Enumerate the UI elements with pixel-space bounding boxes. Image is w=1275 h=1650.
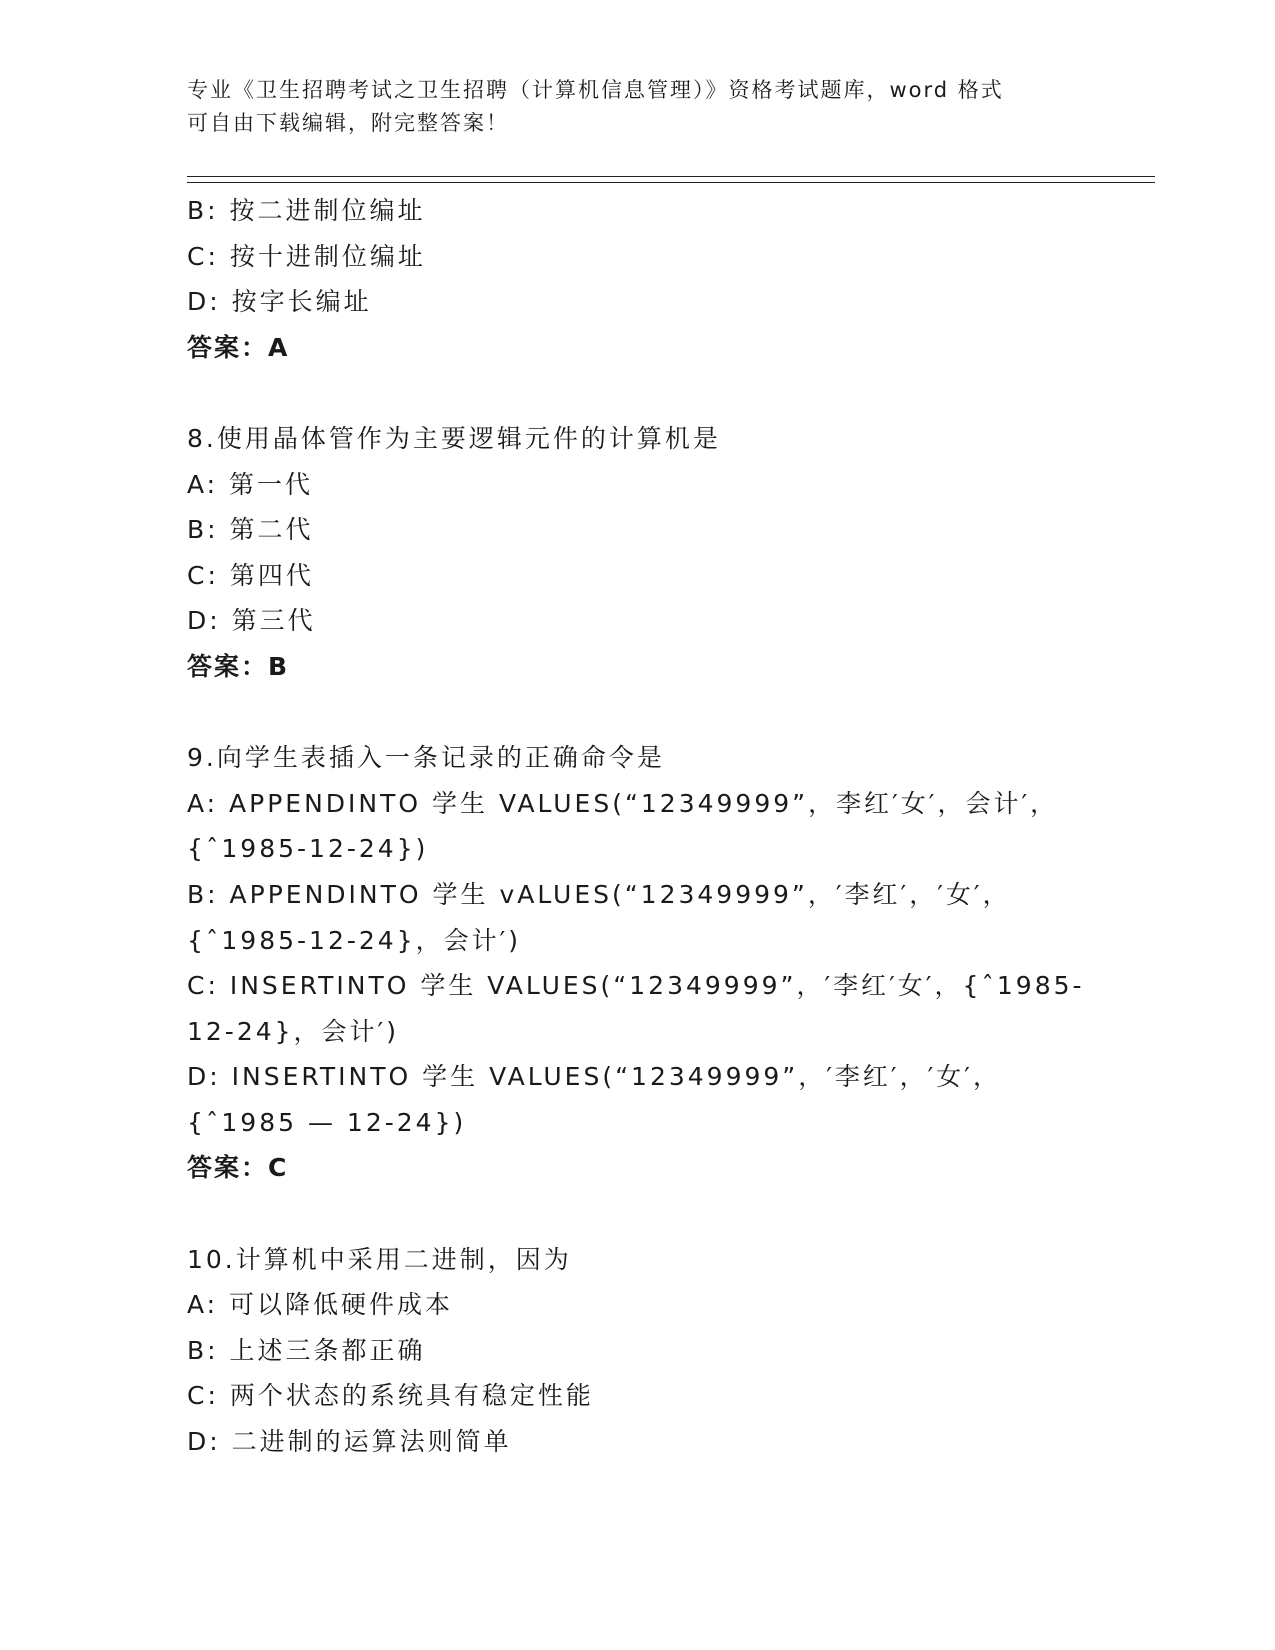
- q9-option-d-line-1: D: INSERTINTO 学生 VALUES(“12349999”，′李红′，′女′，: [187, 1062, 1001, 1092]
- q10-option-a: A: 可以降低硬件成本: [187, 1290, 454, 1320]
- header-divider-bottom: [187, 182, 1155, 183]
- q8-option-a: A: 第一代: [187, 469, 314, 499]
- q8-option-b: B: 第二代: [187, 515, 314, 545]
- q9-option-a-line-2: {ˆ1985-12-24}): [187, 834, 429, 864]
- q10-question: 10.计算机中采用二进制，因为: [187, 1244, 572, 1274]
- header-title-line-2: 可自由下载编辑，附完整答案！: [187, 111, 509, 135]
- q9-answer: 答案：C: [187, 1153, 289, 1183]
- q9-option-b-line-1: B: APPENDINTO 学生 vALUES(“12349999”，′李红′，′女′，: [187, 879, 1011, 909]
- q10-option-b: B: 上述三条都正确: [187, 1335, 426, 1365]
- spacer: [187, 690, 1087, 736]
- q8-option-c: C: 第四代: [187, 560, 314, 590]
- spacer: [187, 1191, 1087, 1237]
- q10-option-d: D: 二进制的运算法则简单: [187, 1427, 512, 1457]
- header-title-line-1: 专业《卫生招聘考试之卫生招聘（计算机信息管理）》资格考试题库，word 格式: [187, 78, 1004, 102]
- q8-answer: 答案：B: [187, 651, 290, 681]
- q9-option-b-line-2: {ˆ1985-12-24}，会计′): [187, 925, 522, 955]
- q9-option-c-line-2: 12-24}，会计′): [187, 1016, 399, 1046]
- q8-question: 8.使用晶体管作为主要逻辑元件的计算机是: [187, 423, 721, 453]
- q9-option-a-line-1: A: APPENDINTO 学生 VALUES(“12349999”，李红′女′，会计′，: [187, 788, 1059, 818]
- q7-option-c: C: 按十进制位编址: [187, 241, 426, 271]
- document-header: [187, 74, 1087, 140]
- q7-answer: 答案：A: [187, 332, 290, 362]
- q9-option-d-line-2: {ˆ1985 — 12-24}): [187, 1107, 467, 1137]
- q9-question: 9.向学生表插入一条记录的正确命令是: [187, 743, 665, 773]
- spacer: [187, 370, 1087, 416]
- q7-option-d: D: 按字长编址: [187, 287, 372, 317]
- q9-option-c-line-1: C: INSERTINTO 学生 VALUES(“12349999”，′李红′女′，{ˆ1985-: [187, 971, 1085, 1001]
- q10-option-c: C: 两个状态的系统具有稳定性能: [187, 1381, 594, 1411]
- header-divider-top: [187, 176, 1155, 177]
- q7-option-b: B: 按二进制位编址: [187, 196, 426, 225]
- q8-option-d: D: 第三代: [187, 606, 316, 636]
- question-list: [187, 188, 1087, 1465]
